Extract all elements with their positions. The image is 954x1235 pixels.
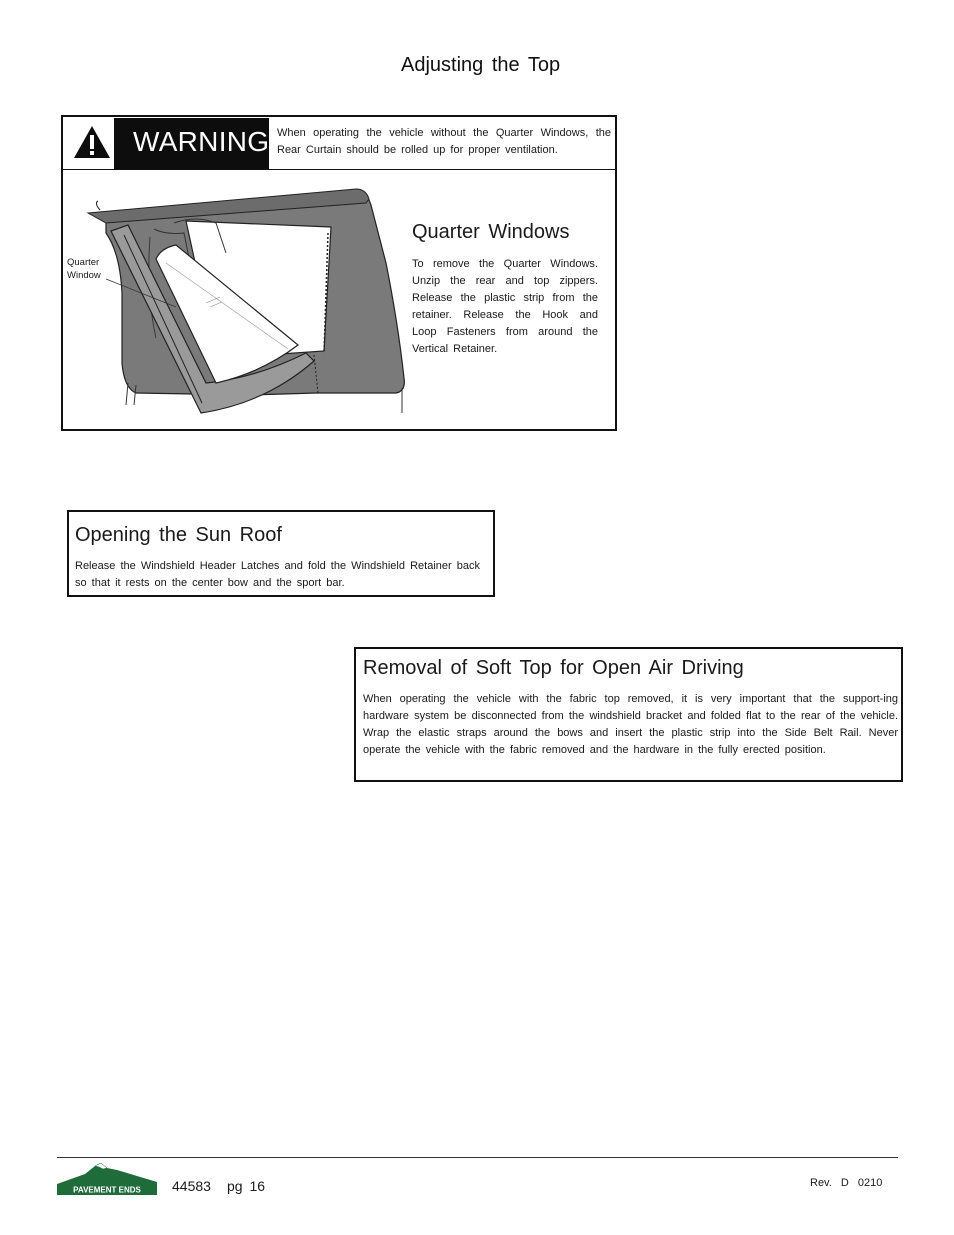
callout-line2: Window [67, 270, 101, 281]
footer-divider [57, 1157, 898, 1158]
sun-roof-box [67, 510, 495, 597]
quarter-window-callout [67, 256, 101, 282]
warning-box [61, 115, 617, 431]
warning-header [63, 117, 615, 170]
quarter-windows-title: Quarter Windows [412, 221, 570, 243]
warning-triangle-icon [72, 124, 112, 160]
sun-roof-body: Release the Windshield Header Latches and fold the Windshield Retainer back so that it rests on the center bow and the sport bar. [75, 560, 480, 589]
revision-label: Rev. D 0210 [810, 1177, 883, 1189]
document-number: 44583 [172, 1178, 211, 1194]
quarter-window-illustration [66, 173, 411, 425]
warning-text: When operating the vehicle without the Quarter Windows, the Rear Curtain should be rolled up for proper ventilation. [277, 127, 611, 156]
quarter-windows-body: To remove the Quarter Windows. Unzip the rear and top zippers. Release the plastic strip from the retainer. Release the Hook and Loop Fasteners from around the Vertical Retainer. [412, 258, 598, 355]
logo-text: PAVEMENT ENDS [73, 1185, 141, 1195]
sun-roof-title: Opening the Sun Roof [75, 524, 282, 546]
removal-body: When operating the vehicle with the fabric top removed, it is very important that the support-ing hardware system be disconnected from the windshield bracket and folded flat to the rear of the vehicle. Wrap the elastic straps around the bows and insert the plastic strip into the Side Belt Rail. Never operate the vehicle with the fabric removed and the hardware in the fully erected position. [363, 693, 898, 756]
callout-line1: Quarter [67, 257, 100, 268]
pavement-ends-logo [55, 1160, 161, 1196]
removal-box [354, 647, 903, 782]
warning-label: WARNING [114, 118, 269, 169]
page-number: pg 16 [227, 1178, 266, 1194]
page-title: Adjusting the Top [401, 54, 561, 76]
removal-title: Removal of Soft Top for Open Air Driving [363, 657, 744, 679]
